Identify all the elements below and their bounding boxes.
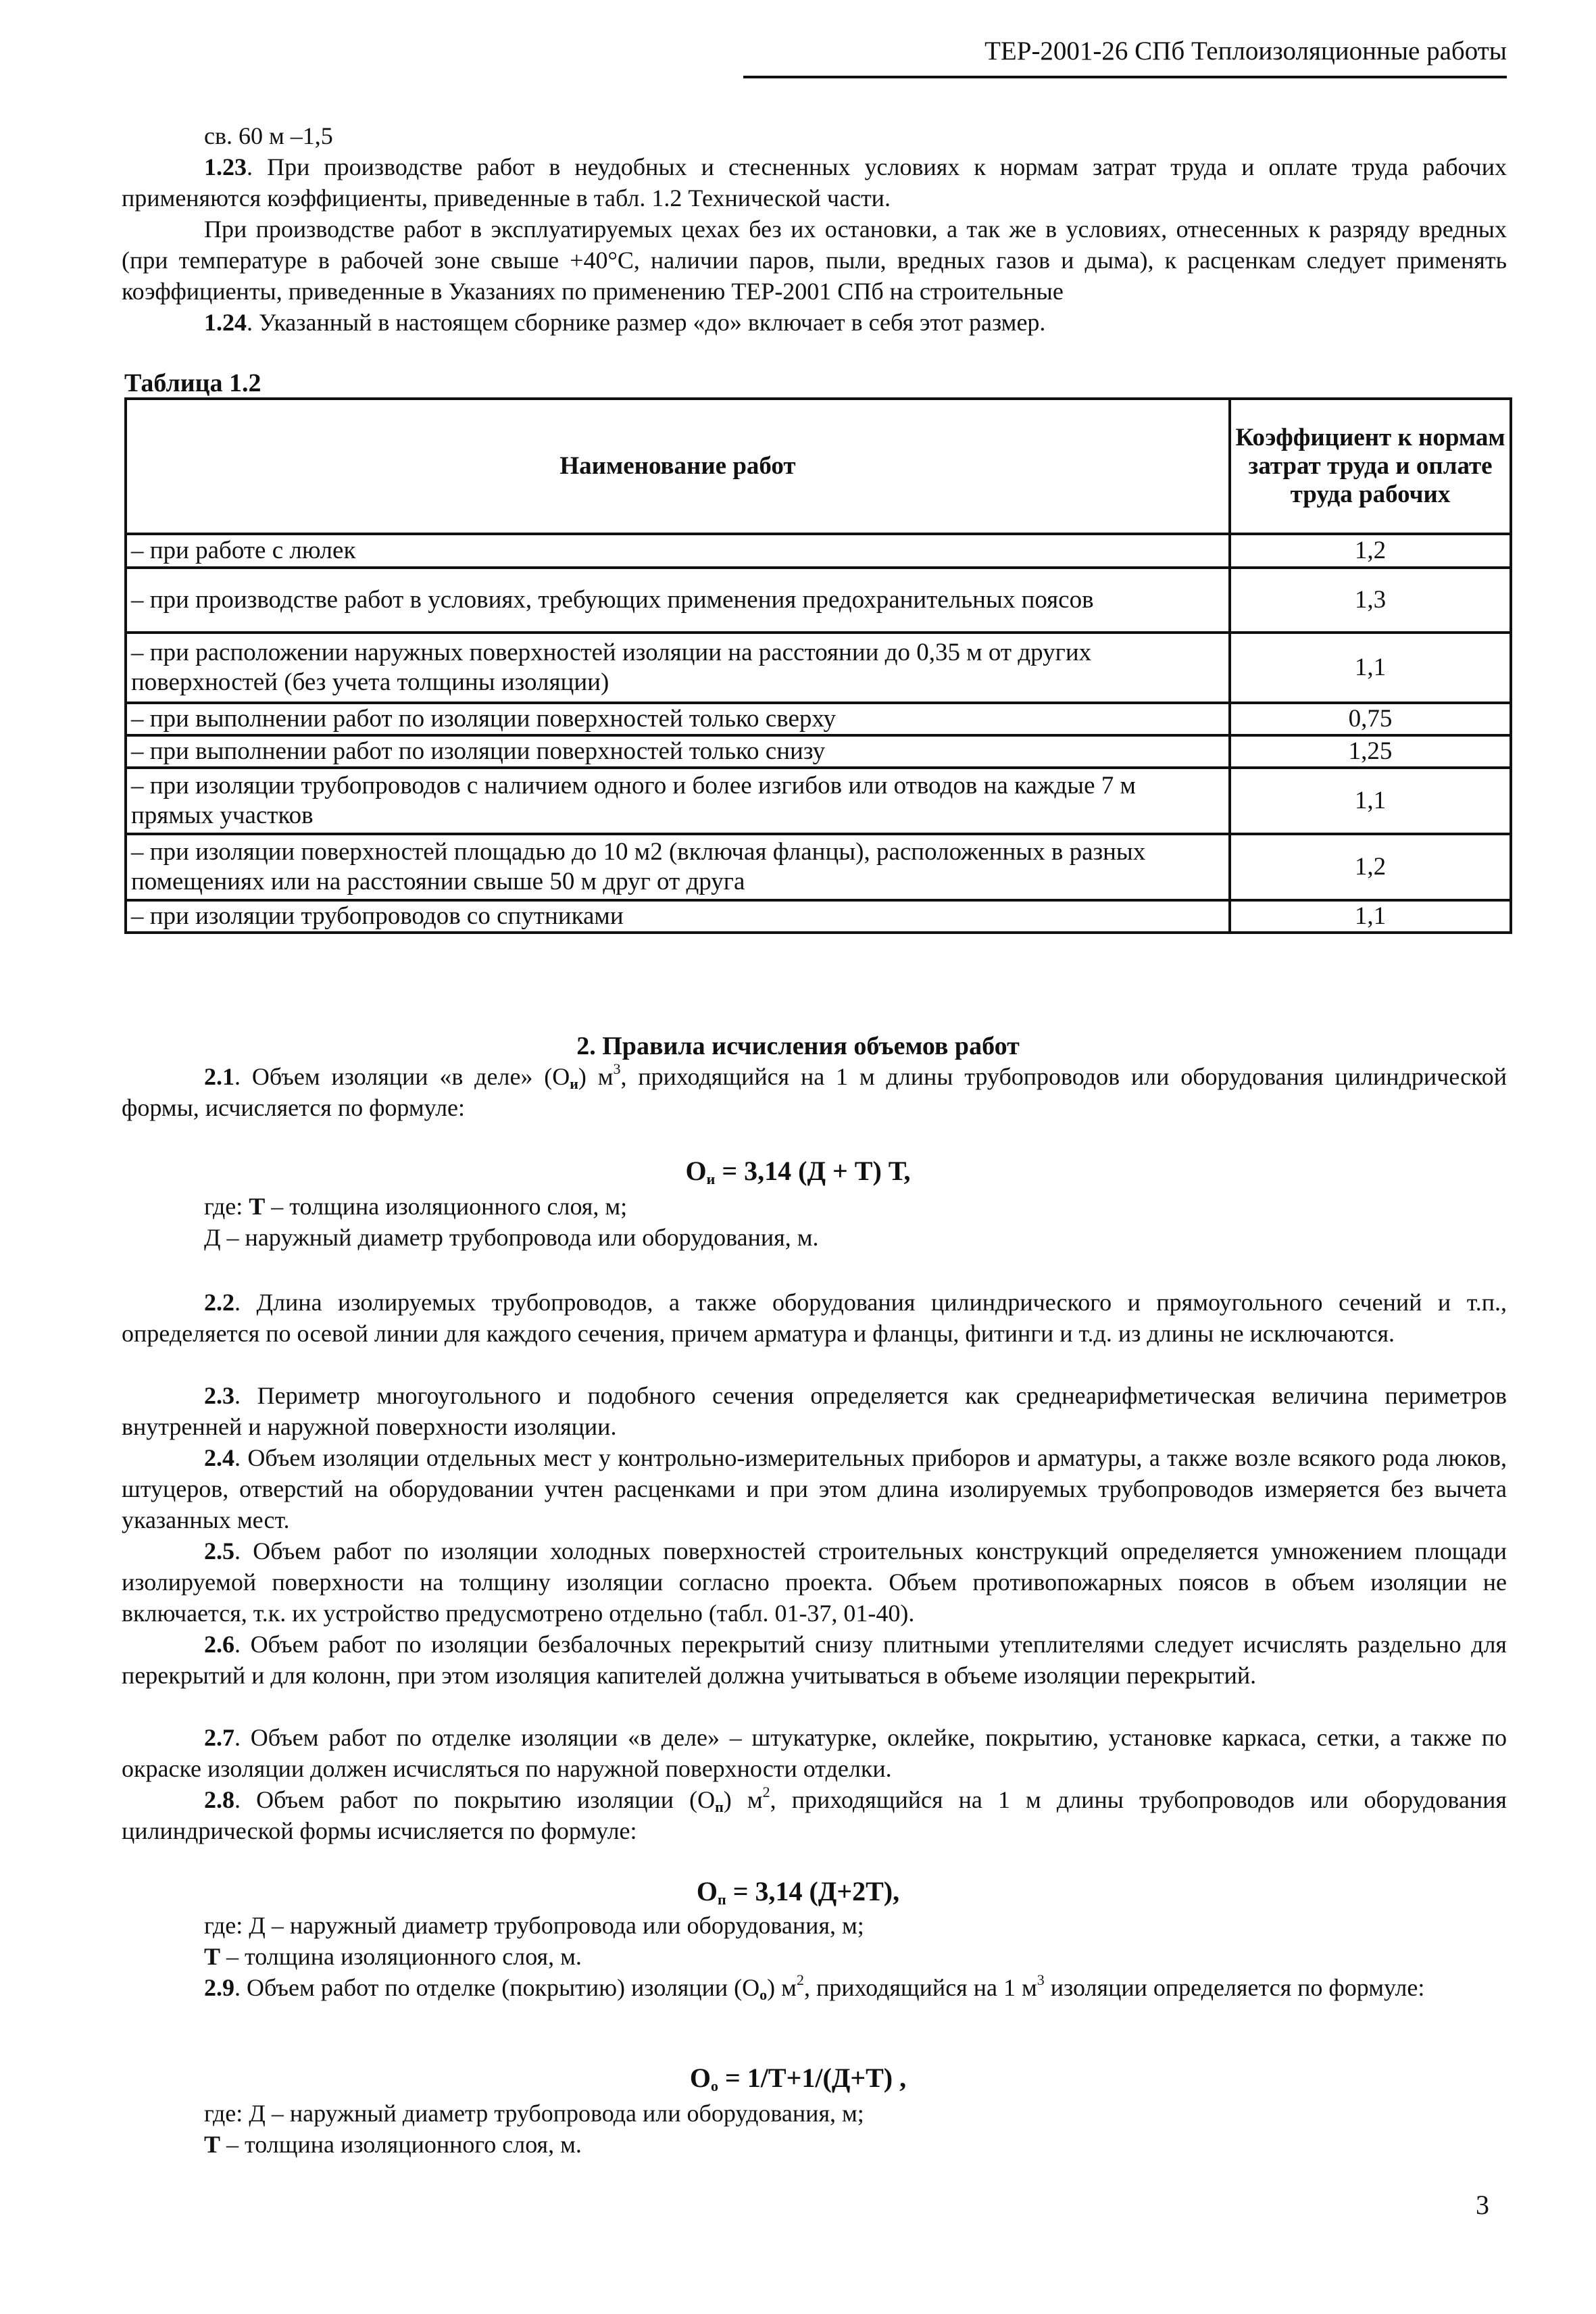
- coefficient-cell: 1,25: [1230, 735, 1511, 768]
- paragraph-2-3: [122, 1380, 1507, 1442]
- work-name-cell: – при расположении наружных поверхностей изоляции на расстоянии до 0,35 м от других поверхностей (без учета толщины изоляции): [126, 633, 1230, 703]
- paragraph-text: ) м: [723, 1786, 763, 1813]
- paragraph-number: 1.23: [204, 153, 247, 180]
- work-name-cell: – при работе с люлек: [126, 534, 1230, 568]
- table-header-row: [126, 399, 1511, 534]
- work-name-cell: – при выполнении работ по изоляции поверхностей только снизу: [126, 735, 1230, 768]
- table-row: [126, 703, 1511, 735]
- paragraph-2-1: [122, 1061, 1507, 1123]
- paragraph-number: 2.2: [204, 1289, 234, 1316]
- subscript: п: [715, 1798, 724, 1815]
- formula-legend: [204, 2129, 582, 2160]
- paragraph-number: 2.9: [204, 1974, 234, 2001]
- paragraph-2-7: [122, 1722, 1507, 1784]
- formula-legend: [204, 1191, 627, 1222]
- paragraph-text: ) м: [578, 1063, 614, 1090]
- legend-symbol: Т: [249, 1193, 266, 1220]
- paragraph-text: , приходящийся на 1 м длины трубопроводов или оборудования цилиндрической формы, исчисляется по формуле:: [122, 1063, 1507, 1121]
- work-name-cell: – при изоляции трубопроводов со спутниками: [126, 900, 1230, 933]
- legend-symbol: Т: [204, 2131, 221, 2158]
- legend-text: – толщина изоляционного слоя, м.: [220, 2131, 582, 2158]
- legend-symbol: Т: [204, 1943, 221, 1970]
- superscript: 2: [796, 1971, 804, 1988]
- coefficient-cell: 1,1: [1230, 900, 1511, 933]
- work-name-cell: – при изоляции поверхностей площадью до 10 м2 (включая фланцы), расположенных в разных помещениях или на расстоянии свыше 50 м друг от друга: [126, 834, 1230, 900]
- paragraph-2-5: [122, 1535, 1507, 1629]
- header-rule: [743, 76, 1507, 78]
- subscript: о: [711, 2077, 718, 2094]
- paragraph-number: 2.7: [204, 1724, 234, 1751]
- paragraph-1-23-b: При производстве работ в эксплуатируемых цехах без их остановки, а так же в условиях, отнесенных к разряду вредных (при температуре в рабочей зоне свыше +40°С, наличии паров, пыли, вредных газов и дыма), к расценкам следует применять коэффициенты, приведенные в Указаниях по применению ТЕР-2001 СПб на строительные: [122, 216, 1507, 305]
- table-row: [126, 735, 1511, 768]
- subscript: о: [759, 1986, 768, 2003]
- paragraph-text: . Длина изолируемых трубопроводов, а также оборудования цилиндрического и прямоугольного сечений и т.п., определяется по осевой линии для каждого сечения, причем арматура и фланцы, фитинги и т.д. из длины не исключаются.: [122, 1289, 1507, 1347]
- subscript: и: [706, 1171, 716, 1187]
- paragraph-text: . Указанный в настоящем сборнике размер «до» включает в себя этот размер.: [247, 309, 1046, 336]
- paragraph-2-8: [122, 1784, 1507, 1846]
- header-coefficient: Коэффициент к нормам затрат труда и оплате труда рабочих: [1230, 399, 1511, 534]
- paragraph-text: , приходящийся на 1 м: [803, 1974, 1037, 2001]
- superscript: 3: [613, 1060, 621, 1077]
- paragraph-text: . Объем работ по покрытию изоляции (О: [234, 1786, 716, 1813]
- paragraph-2-6: [122, 1629, 1507, 1691]
- coefficient-cell: 1,1: [1230, 633, 1511, 703]
- paragraph-number: 2.8: [204, 1786, 234, 1813]
- paragraph-number: 2.3: [204, 1382, 234, 1409]
- paragraph-text: . Объем работ по изоляции безбалочных перекрытий снизу плитными утеплителями следует исчислять раздельно для перекрытий и для колонн, при этом изоляция капителей должна учитываться в объеме изоляции перекрытий.: [122, 1631, 1507, 1689]
- table-row: [126, 568, 1511, 633]
- paragraph-2-2: [122, 1287, 1507, 1349]
- superscript: 2: [762, 1783, 770, 1800]
- paragraph-text: . Объем работ по изоляции холодных поверхностей строительных конструкций определяется умножением площади изолируемой поверхности на толщину изоляции согласно проекта. Объем противопожарных поясов в объем изоляции не включается, т.к. их устройство предусмотрено отдельно (табл. 01-37, 01-40).: [122, 1537, 1507, 1627]
- paragraph-text: ) м: [767, 1974, 797, 2001]
- paragraph-1-23: [122, 151, 1507, 214]
- paragraph-text: изоляции определяется по формуле:: [1044, 1974, 1425, 2001]
- paragraph-number: 2.1: [204, 1063, 234, 1090]
- header-work-name: Наименование работ: [126, 399, 1230, 534]
- paragraph-2-4: [122, 1442, 1507, 1535]
- intro-line: св. 60 м –1,5: [204, 122, 333, 149]
- paragraph-number: 2.5: [204, 1537, 234, 1565]
- work-name-cell: – при изоляции трубопроводов с наличием одного и более изгибов или отводов на каждые 7 м прямых участков: [126, 768, 1230, 834]
- table-title: Таблица 1.2: [124, 369, 261, 397]
- table-row: [126, 633, 1511, 703]
- paragraph-text: . Объем изоляции отдельных мест у контрольно-измерительных приборов и арматуры, а также возле всякого рода люков, штуцеров, отверстий на оборудовании учтен расценками и при этом длина изолируемых трубопроводов измеряется без вычета указанных мест.: [122, 1444, 1507, 1533]
- formula-coating: [0, 1876, 1596, 1907]
- table-row: [126, 534, 1511, 568]
- legend-text: – толщина изоляционного слоя, м.: [220, 1943, 582, 1970]
- coefficient-cell: 1,2: [1230, 534, 1511, 568]
- paragraph-number: 2.6: [204, 1631, 234, 1658]
- formula-legend: где: Д – наружный диаметр трубопровода или оборудования, м;: [204, 2100, 864, 2127]
- table-row: [126, 768, 1511, 834]
- formula-legend: Д – наружный диаметр трубопровода или оборудования, м.: [204, 1224, 819, 1251]
- paragraph-1-24: [122, 307, 1507, 338]
- formula-volume: [0, 1156, 1596, 1187]
- work-name-cell: – при производстве работ в условиях, требующих применения предохранительных поясов: [126, 568, 1230, 633]
- formula-text: = 3,14 (Д+2Т),: [726, 1876, 900, 1906]
- subscript: и: [570, 1075, 578, 1092]
- coefficient-table: [124, 397, 1512, 934]
- formula-legend: [204, 1941, 582, 1972]
- work-name-cell: – при выполнении работ по изоляции поверхностей только сверху: [126, 703, 1230, 735]
- table-row: [126, 900, 1511, 933]
- table-row: [126, 834, 1511, 900]
- coefficient-cell: 1,1: [1230, 768, 1511, 834]
- paragraph-2-9: [122, 1972, 1507, 2003]
- paragraph-text: . Объем работ по отделке изоляции «в деле» – штукатурке, оклейке, покрытию, установке каркаса, сетки, а также по окраске изоляции должен исчисляться по наружной поверхности отделки.: [122, 1724, 1507, 1782]
- page-number: 3: [1476, 2190, 1489, 2220]
- formula-text: О: [689, 2063, 711, 2093]
- paragraph-text: , приходящийся на 1 м длины трубопроводов или оборудования цилиндрической формы исчисляется по формуле:: [122, 1786, 1507, 1844]
- coefficient-cell: 0,75: [1230, 703, 1511, 735]
- formula-text: О: [696, 1876, 718, 1906]
- formula-text: = 1/Т+1/(Д+Т) ,: [718, 2063, 907, 2093]
- legend-text: – толщина изоляционного слоя, м;: [265, 1193, 628, 1220]
- subscript: п: [718, 1891, 726, 1908]
- formula-legend: где: Д – наружный диаметр трубопровода или оборудования, м;: [204, 1912, 864, 1939]
- legend-text: где:: [204, 1193, 249, 1220]
- section-title: 2. Правила исчисления объемов работ: [576, 1032, 1020, 1060]
- coefficient-cell: 1,3: [1230, 568, 1511, 633]
- paragraph-text: . Периметр многоугольного и подобного сечения определяется как среднеарифметическая величина периметров внутренней и наружной поверхности изоляции.: [122, 1382, 1507, 1440]
- formula-text: = 3,14 (Д + Т) Т,: [715, 1156, 911, 1186]
- paragraph-text: . Объем изоляции «в деле» (О: [234, 1063, 570, 1090]
- paragraph-text: . Объем работ по отделке (покрытию) изоляции (О: [234, 1974, 760, 2001]
- formula-text: О: [685, 1156, 707, 1186]
- formula-finish: [0, 2063, 1596, 2094]
- paragraph-number: 2.4: [204, 1444, 234, 1471]
- paragraph-number: 1.24: [204, 309, 247, 336]
- coefficient-cell: 1,2: [1230, 834, 1511, 900]
- superscript: 3: [1037, 1971, 1045, 1988]
- running-header: ТЕР-2001-26 СПб Теплоизоляционные работы: [984, 36, 1507, 66]
- paragraph-text: . При производстве работ в неудобных и стесненных условиях к нормам затрат труда и оплате труда рабочих применяются коэффициенты, приведенные в табл. 1.2 Технической части.: [122, 153, 1507, 212]
